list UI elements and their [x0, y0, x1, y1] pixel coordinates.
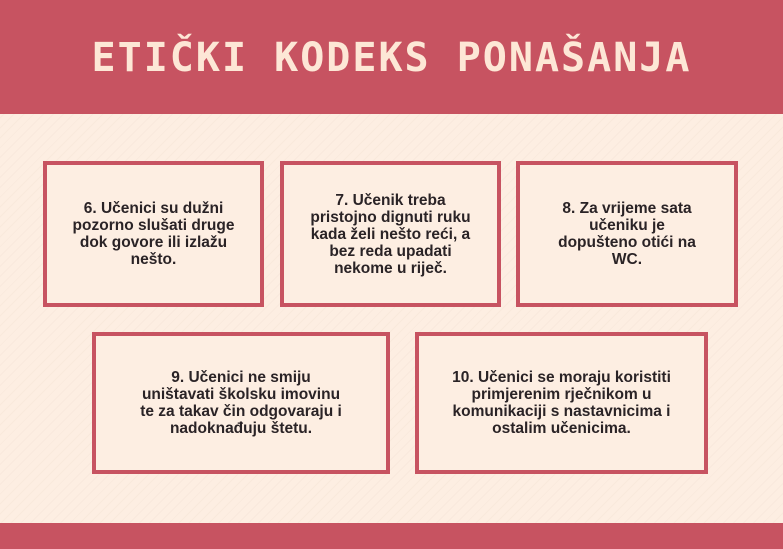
rule-card-8	[516, 161, 738, 307]
header-band	[0, 0, 783, 114]
rule-text-9: 9. Učenici ne smiju uništavati školsku imovinu te za takav čin odgovaraju i nadoknađuju štetu.	[140, 369, 342, 437]
rule-text-7: 7. Učenik treba pristojno dignuti ruku kada želi nešto reći, a bez reda upadati nekome u riječ.	[310, 191, 471, 277]
rule-card-10	[415, 332, 708, 474]
page-title: ETIČKI KODEKS PONAŠANJA	[91, 35, 692, 81]
rule-text-10: 10. Učenici se moraju koristiti primjerenim rječnikom u komunikaciji s nastavnicima i ostalim učenicima.	[452, 369, 671, 437]
rule-card-6	[43, 161, 264, 307]
footer-band	[0, 523, 783, 549]
rule-text-8: 8. Za vrijeme sata učeniku je dopušteno otići na WC.	[558, 200, 696, 268]
rule-text-6: 6. Učenici su dužni pozorno slušati druge dok govore ili izlažu nešto.	[72, 200, 235, 268]
rule-card-9	[92, 332, 390, 474]
rule-card-7	[280, 161, 501, 307]
